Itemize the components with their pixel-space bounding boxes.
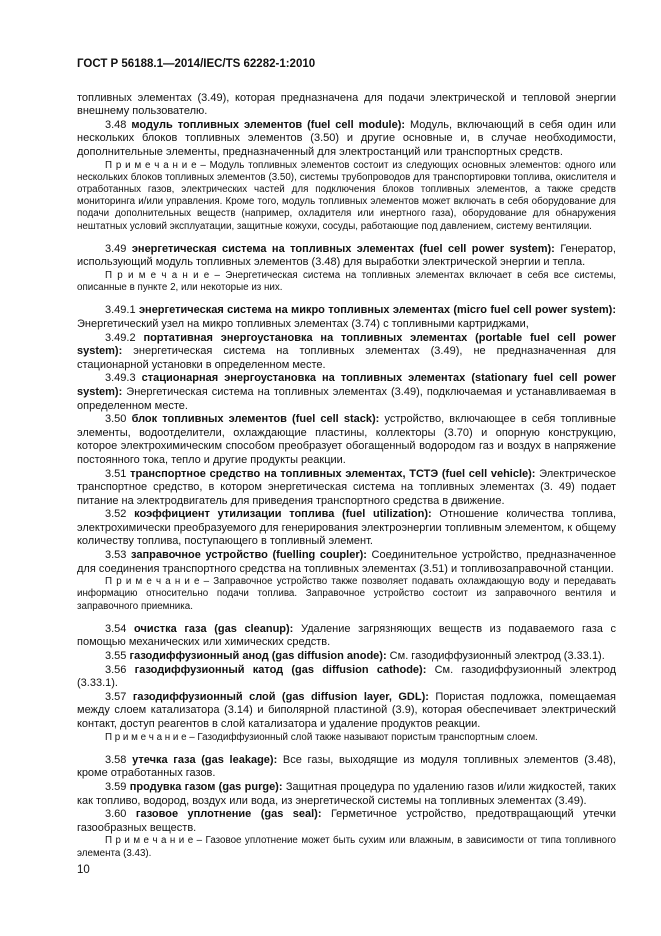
term-number: 3.57 (105, 690, 127, 703)
term-text: См. газодиффузионный электрод (3.33.1). (77, 663, 616, 690)
term-name: газовое уплотнение (gas seal): (135, 808, 322, 821)
term-definition (77, 508, 616, 549)
term-number: 3.54 (105, 622, 127, 635)
term-definition (77, 664, 616, 691)
term-text: Соединительное устройство, предназначенное для соединения транспортного средства на топливных элементах (3.51) и топливозаправочной станции. (77, 549, 616, 575)
note-label: П р и м е ч а н и е (105, 576, 200, 588)
term-definition (77, 754, 616, 781)
note-label: П р и м е ч а н и е (105, 731, 187, 743)
term-text: Герметичное устройство, предотвращающий утечки газообразных веществ. (77, 808, 616, 834)
term-number: 3.48 (105, 118, 127, 131)
term-definition (77, 304, 616, 331)
term-name: коэффициент утилизации топлива (fuel utilization): (134, 508, 432, 521)
note-paragraph (77, 160, 616, 233)
term-number: 3.60 (105, 808, 127, 821)
term-number: 3.51 (105, 467, 127, 480)
note-text: – Газодиффузионный слой также называют пористым транспортным слоем. (186, 731, 538, 743)
term-number: 3.55 (105, 650, 127, 663)
term-text: Защитная процедура по удалению газов и/или жидкостей, таких как топливо, водород, воздух или вода, из энергетической системы на топливных элементах (3.49). (77, 781, 616, 807)
term-number: 3.49.2 (105, 331, 136, 344)
term-definition (77, 119, 616, 160)
term-name: блок топливных элементов (fuel cell stack): (131, 413, 380, 426)
note-paragraph (77, 732, 616, 744)
term-name: модуль топливных элементов (fuel cell module): (131, 118, 406, 131)
term-definition (77, 691, 616, 732)
term-definition (77, 781, 616, 808)
term-number: 3.52 (105, 508, 127, 521)
term-text: Энергетическая система на топливных элементах (3.49), подключаемая и устанавливаемая в определенном месте. (77, 385, 616, 412)
term-number: 3.49 (105, 242, 127, 255)
term-name: заправочное устройство (fuelling coupler): (131, 549, 367, 562)
term-text: См. газодиффузионный электрод (3.33.1). (386, 650, 605, 663)
term-number: 3.49.3 (105, 372, 136, 385)
term-text: энергетическая система на топливных элементах (3.49), не предназначенная для стационарной установки в определенном месте. (77, 345, 616, 371)
term-name: газодиффузионный анод (gas diffusion anode): (129, 650, 387, 663)
term-name: утечка газа (gas leakage): (132, 753, 278, 766)
spacer (77, 294, 616, 304)
term-name: газодиффузионный слой (gas diffusion layer, GDL): (132, 690, 429, 703)
term-text: Удаление загрязняющих веществ из подаваемого газа с помощью механических или химических средств. (77, 622, 616, 649)
note-paragraph (77, 576, 616, 613)
term-name: энергетическая система на микро топливных элементах (micro fuel cell power system): (138, 304, 617, 317)
term-definition (77, 650, 616, 664)
term-text: устройство, включающее в себя топливные элементы, водоотделители, охлаждающие пластины, коллекторы (3.70) и опорную конструкцию, которое электрохимическим способом преобразует обогащенный водородом газ и воздух в напряжение постоянного тока, тепло и другие продукты реакции. (77, 413, 616, 466)
term-name: продувка газом (gas purge): (129, 781, 283, 793)
note-paragraph (77, 835, 616, 859)
note-label: П р и м е ч а н и е (105, 269, 210, 281)
note-paragraph (77, 270, 616, 294)
note-text: – Модуль топливных элементов состоит из следующих основных элементов: одного или нескольких блоков топливных элементов (3.50), системы трубопроводов для транспортировки топлива, окислителя и отработанных газов, электрических частей для подключения блоков топливных элементов, а также средств мониторинга и/или управления. Кроме того, модуль топливных элементов может включать в себя оборудование для подачи дополнительных веществ (например, охладителя или инертного газа), оборудование для обнаружения нештатных условий эксплуатации, защитные кожухи, сосуды, работающие под давлением, систему вентиляции. (77, 159, 616, 232)
document-body (77, 92, 616, 860)
note-text: – Газовое уплотнение может быть сухим или влажным, в зависимости от типа топливного элемента (3.43). (77, 835, 616, 859)
term-name: транспортное средство на топливных элементах, ТСТЭ (fuel cell vehicle): (130, 467, 536, 480)
term-text: Пористая подложка, помещаемая между слоем катализатора (3.14) и биполярной пластиной (3.9), которая обеспечивает электрический контакт, доступ реагентов в слой катализатора и удаление продуктов реакции. (77, 690, 616, 731)
term-number: 3.49.1 (105, 304, 136, 317)
spacer (77, 613, 616, 623)
note-label: П р и м е ч а н и е (105, 159, 197, 171)
body-paragraph: топливных элементах (3.49), которая предназначена для подачи электрической и тепловой энергии внешнему пользователю. (77, 91, 616, 118)
term-text: Модуль, включающий в себя один или нескольких блоков топливных элементов (3.50) и другие основные и, в случае необходимости, дополнительные элементы, предназначенный для электростанций или транспортных средств. (77, 118, 616, 158)
term-number: 3.56 (105, 663, 127, 676)
note-text: – Энергетическая система на топливных элементах включает в себя все системы, описанные в пункте 2, или некоторые из них. (77, 269, 616, 294)
term-text: Отношение количества топлива, электрохимически преобразуемого для генерирования электроэнергии топливным элементом, к общему количеству топлива, поступающего в топливный элемент. (77, 508, 617, 548)
term-definition (77, 808, 616, 835)
term-number: 3.50 (105, 413, 127, 426)
term-number: 3.59 (105, 781, 127, 793)
page-number: 10 (77, 864, 90, 876)
term-text: Электрическое транспортное средство, в котором энергетическая система на топливных элементах (3. 49) подает питание на электродвигатель для приведения транспортного средства в движение. (77, 467, 617, 507)
term-number: 3.53 (105, 549, 127, 562)
term-name: портативная энергоустановка на топливных элементах (portable fuel cell power system): (77, 331, 616, 358)
term-definition (77, 332, 616, 373)
term-definition (77, 413, 616, 467)
term-text: Генератор, использующий модуль топливных элементов (3.48) для выработки электрической энергии и тепла. (77, 242, 616, 269)
term-text: Энергетический узел на микро топливных элементах (3.74) с топливными картриджами, (77, 317, 529, 330)
document-header: ГОСТ Р 56188.1—2014/IEC/TS 62282-1:2010 (77, 58, 316, 70)
note-text: – Заправочное устройство также позволяет подавать охлаждающую воду и передавать информацию относительно подачи топлива. Заправочное устройство состоит из заправочного вентиля и заправочного приемника. (77, 576, 616, 612)
term-definition (77, 372, 616, 413)
term-text: Все газы, выходящие из модуля топливных элементов (3.48), кроме отработанных газов. (77, 753, 616, 780)
term-definition (77, 243, 616, 270)
term-name: энергетическая система на топливных элементах (fuel cell power system): (131, 242, 555, 255)
term-name: очистка газа (gas cleanup): (134, 622, 294, 635)
term-name: газодиффузионный катод (gas diffusion cathode): (134, 663, 427, 676)
term-definition (77, 623, 616, 650)
term-definition (77, 468, 616, 509)
term-number: 3.58 (105, 753, 127, 766)
term-definition (77, 549, 616, 576)
spacer (77, 744, 616, 754)
note-label: П р и м е ч а н и е (105, 835, 194, 847)
spacer (77, 233, 616, 243)
term-name: стационарная энергоустановка на топливных элементах (stationary fuel cell power system): (77, 372, 616, 398)
